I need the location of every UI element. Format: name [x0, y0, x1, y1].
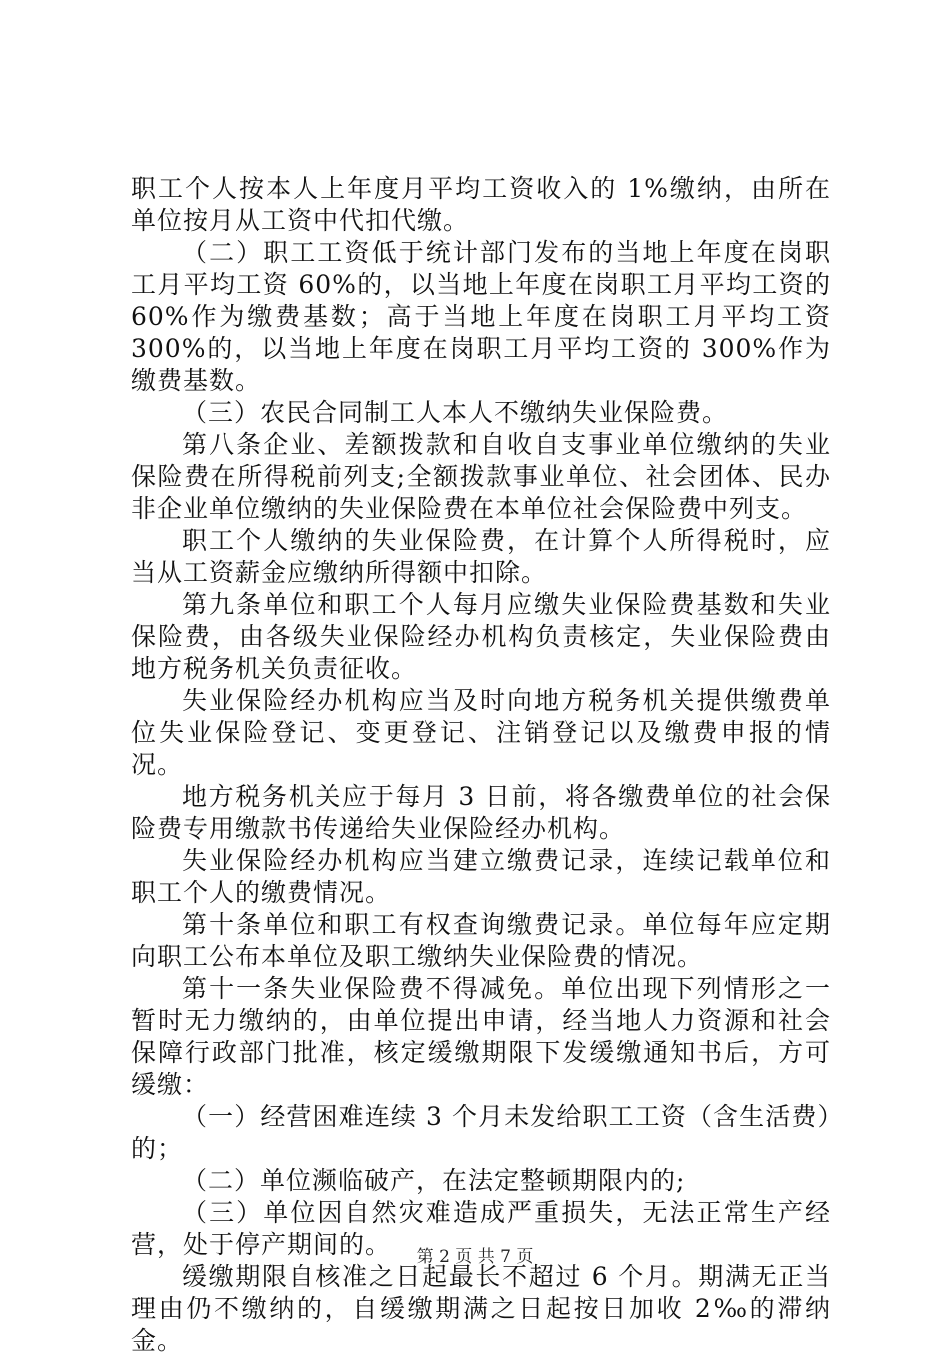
paragraph: 地方税务机关应于每月 3 日前，将各缴费单位的社会保险费专用缴款书传递给失业保险经办机构。: [131, 782, 831, 843]
paragraph: （二）单位濒临破产，在法定整顿期限内的;: [182, 1166, 686, 1195]
paragraph: 职工个人缴纳的失业保险费，在计算个人所得税时，应当从工资薪金应缴纳所得额中扣除。: [131, 526, 831, 587]
document-body: [131, 173, 831, 1357]
paragraph: 第八条企业、差额拨款和自收自支事业单位缴纳的失业保险费在所得税前列支;全额拨款事业单位、社会团体、民办非企业单位缴纳的失业保险费在本单位社会保险费中列支。: [131, 430, 831, 523]
paragraph: （一）经营困难连续 3 个月未发给职工工资（含生活费）的；: [131, 1102, 831, 1163]
paragraph: 职工个人按本人上年度月平均工资收入的 1%缴纳，由所在单位按月从工资中代扣代缴。: [131, 174, 831, 235]
paragraph: 第十条单位和职工有权查询缴费记录。单位每年应定期向职工公布本单位及职工缴纳失业保险费的情况。: [131, 910, 831, 971]
paragraph: 第九条单位和职工个人每月应缴失业保险费基数和失业保险费，由各级失业保险经办机构负责核定，失业保险费由地方税务机关负责征收。: [131, 590, 831, 683]
paragraph: 第十一条失业保险费不得减免。单位出现下列情形之一暂时无力缴纳的，由单位提出申请，经当地人力资源和社会保障行政部门批准，核定缓缴期限下发缓缴通知书后，方可缓缴：: [131, 974, 831, 1099]
paragraph: 失业保险经办机构应当建立缴费记录，连续记载单位和职工个人的缴费情况。: [131, 846, 831, 907]
paragraph: 失业保险经办机构应当及时向地方税务机关提供缴费单位失业保险登记、变更登记、注销登记以及缴费申报的情况。: [131, 686, 831, 779]
paragraph: （三）农民合同制工人本人不缴纳失业保险费。: [182, 398, 729, 427]
paragraph: 缓缴期限自核准之日起最长不超过 6 个月。期满无正当理由仍不缴纳的，自缓缴期满之日起按日加收 2‰的滞纳金。: [131, 1262, 831, 1355]
paragraph: （三）单位因自然灾难造成严重损失，无法正常生产经营，处于停产期间的。: [131, 1198, 831, 1259]
page-number-footer: 第 2 页 共 7 页: [416, 1247, 534, 1267]
paragraph: （二）职工工资低于统计部门发布的当地上年度在岗职工月平均工资 60%的，以当地上年度在岗职工月平均工资的 60%作为缴费基数；高于当地上年度在岗职工月平均工资 300%的，以当地上年度在岗职工月平均工资的 300%作为缴费基数。: [131, 238, 831, 395]
